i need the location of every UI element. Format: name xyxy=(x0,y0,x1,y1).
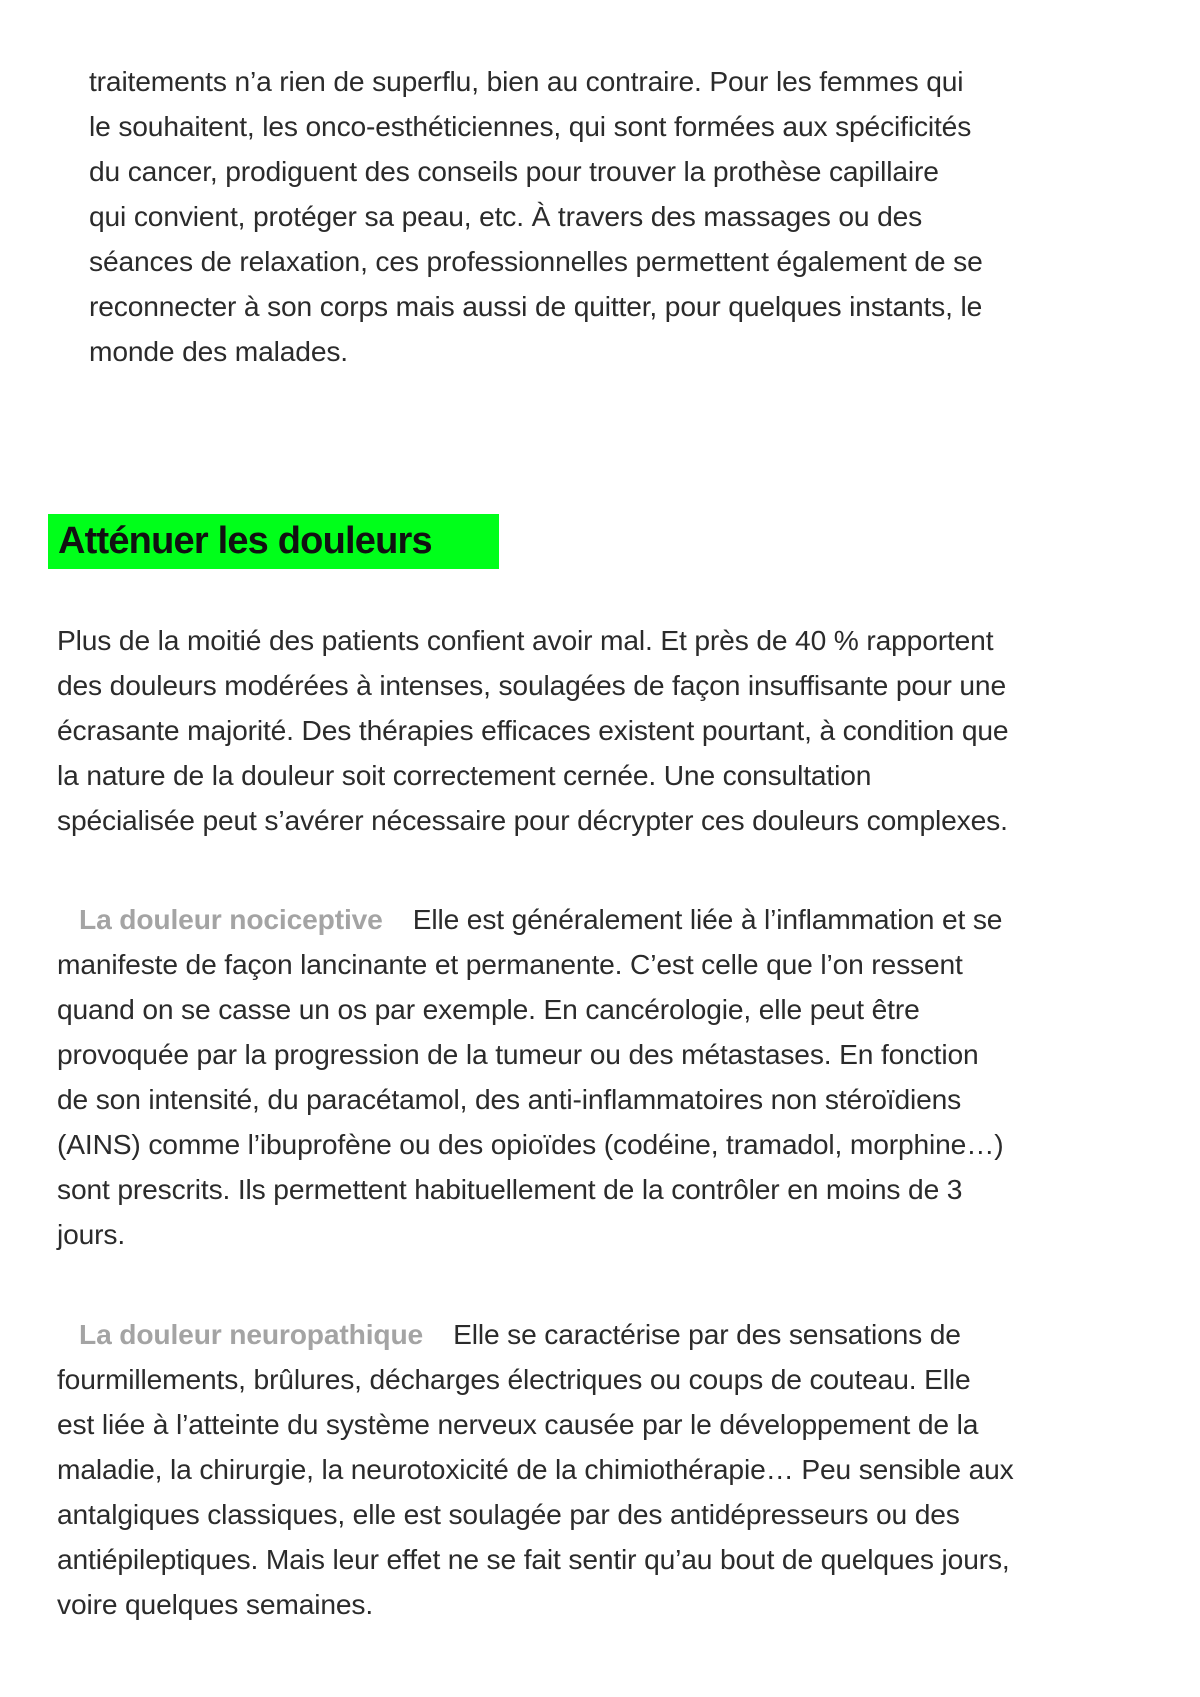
text-line: séances de relaxation, ces professionnelles permettent également de se xyxy=(89,245,983,277)
text-line: reconnecter à son corps mais aussi de quitter, pour quelques instants, le xyxy=(89,290,983,322)
text-line: de son intensité, du paracétamol, des anti-inflammatoires non stéroïdiens xyxy=(57,1083,962,1115)
paragraph-lead-title: La douleur nociceptive xyxy=(79,903,383,935)
text-line: antalgiques classiques, elle est soulagée par des antidépresseurs ou des xyxy=(57,1498,960,1530)
text-line: qui convient, protéger sa peau, etc. À travers des massages ou des xyxy=(89,200,923,232)
text-line: antiépileptiques. Mais leur effet ne se fait sentir qu’au bout de quelques jours, xyxy=(57,1543,1010,1575)
section-heading-text: Atténuer les douleurs xyxy=(58,520,432,562)
text-line: le souhaitent, les onco-esthéticiennes, qui sont formées aux spécificités xyxy=(89,110,972,142)
text-line: voire quelques semaines. xyxy=(57,1588,374,1620)
text-line: monde des malades. xyxy=(89,335,348,367)
text-line: est liée à l’atteinte du système nerveux causée par le développement de la xyxy=(57,1408,979,1440)
text-line: traitements n’a rien de superflu, bien au contraire. Pour les femmes qui xyxy=(89,65,964,97)
text-line: (AINS) comme l’ibuprofène ou des opioïdes (codéine, tramadol, morphine…) xyxy=(57,1128,1004,1160)
text-line: des douleurs modérées à intenses, soulagées de façon insuffisante pour une xyxy=(57,669,1006,701)
text-line: jours. xyxy=(57,1218,126,1250)
text-line: manifeste de façon lancinante et permanente. C’est celle que l’on ressent xyxy=(57,948,963,980)
occlusion-patch xyxy=(1065,1462,1107,1504)
text-line: du cancer, prodiguent des conseils pour trouver la prothèse capillaire xyxy=(89,155,939,187)
text-line: provoquée par la progression de la tumeur ou des métastases. En fonction xyxy=(57,1038,979,1070)
text-line: Plus de la moitié des patients confient avoir mal. Et près de 40 % rapportent xyxy=(57,624,994,656)
text-line: sont prescrits. Ils permettent habituellement de la contrôler en moins de 3 xyxy=(57,1173,963,1205)
text-line: spécialisée peut s’avérer nécessaire pour décrypter ces douleurs complexes. xyxy=(57,804,1008,836)
text-line: la nature de la douleur soit correctement cernée. Une consultation xyxy=(57,759,872,791)
text-line xyxy=(57,1312,961,1357)
text-span: Elle se caractérise par des sensations de xyxy=(453,1318,961,1350)
text-line: maladie, la chirurgie, la neurotoxicité de la chimiothérapie… Peu sensible aux xyxy=(57,1453,1014,1485)
paragraph-lead-title: La douleur neuropathique xyxy=(79,1318,424,1350)
text-line xyxy=(57,897,1002,942)
text-line: fourmillements, brûlures, décharges électriques ou coups de couteau. Elle xyxy=(57,1363,971,1395)
text-line: écrasante majorité. Des thérapies efficaces existent pourtant, à condition que xyxy=(57,714,1009,746)
text-span: Elle est généralement liée à l’inflammation et se xyxy=(412,903,1003,935)
section-heading xyxy=(48,514,499,569)
text-line: quand on se casse un os par exemple. En cancérologie, elle peut être xyxy=(57,993,920,1025)
